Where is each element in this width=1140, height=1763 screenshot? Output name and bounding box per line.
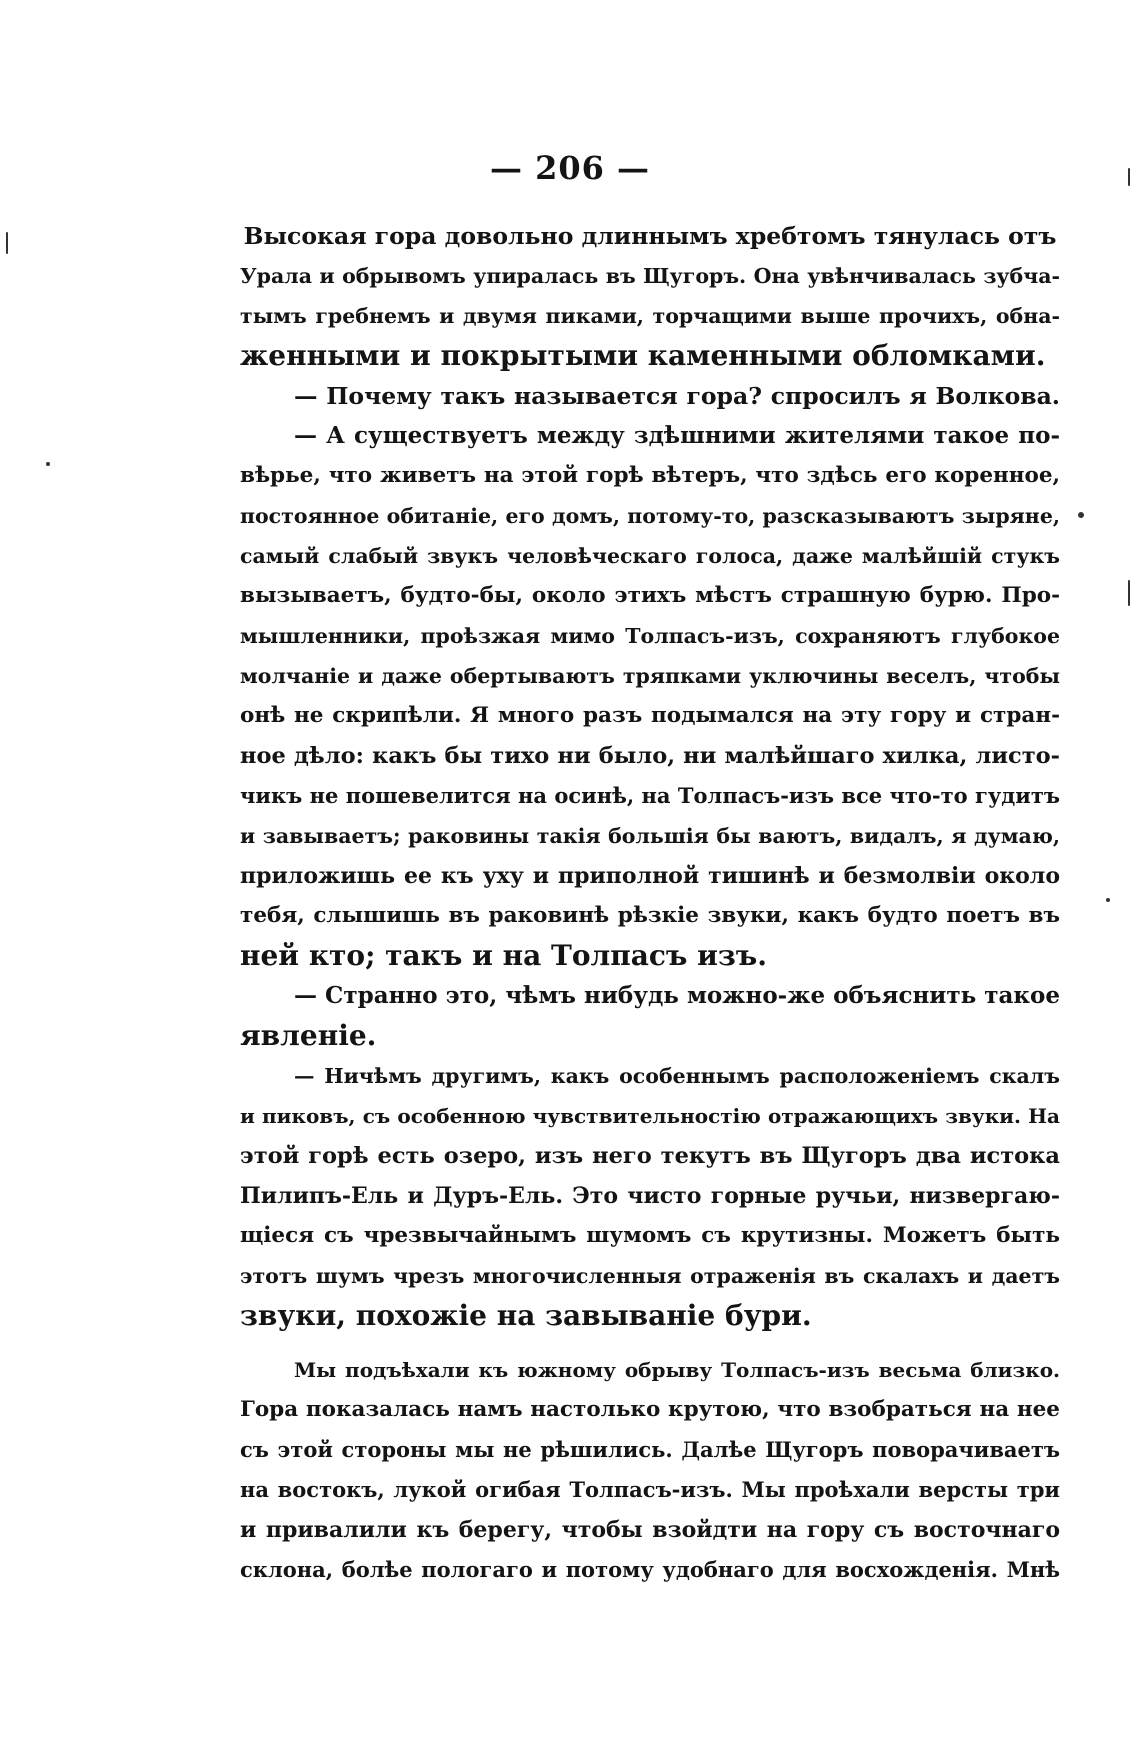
text-line: — Ничѣмъ другимъ, какъ особеннымъ расположеніемъ скалъ	[294, 1064, 1060, 1088]
text-line: этой горѣ есть озеро, изъ него текутъ въ Щугоръ два истока	[240, 1143, 1060, 1169]
text-line: и завываетъ; раковины такія большія бы ваютъ, видалъ, я думаю,	[240, 824, 1060, 848]
text-line: — Странно это, чѣмъ нибудь можно-же объяснить такое	[294, 982, 1060, 1009]
text-line: ное дѣло: какъ бы тихо ни было, ни малѣйшаго хилка, листо-	[240, 743, 1060, 769]
text-block-2	[240, 1350, 1060, 1590]
text-line: Урала и обрывомъ упиралась въ Щугоръ. Она увѣнчивалась зубча-	[240, 264, 1060, 288]
text-line: приложишь ее къ уху и приполной тишинѣ и безмолвіи около	[240, 863, 1060, 889]
text-line: на востокъ, лукой огибая Толпасъ-изъ. Мы проѣхали версты три	[240, 1477, 1060, 1502]
text-line: Мы подъѣхали къ южному обрыву Толпасъ-изъ весьма близко.	[294, 1358, 1060, 1382]
text-line: молчаніе и даже обертываютъ тряпками уключины веселъ, чтобы	[240, 664, 1060, 688]
page-number: — 206 —	[489, 149, 651, 187]
scan-speck	[1078, 512, 1084, 518]
text-line: съ этой стороны мы не рѣшились. Далѣе Щугоръ поворачиваетъ	[240, 1437, 1060, 1462]
text-line: этотъ шумъ чрезъ многочисленныя отраженія въ скалахъ и даетъ	[240, 1264, 1060, 1288]
text-line: Высокая гора довольно длиннымъ хребтомъ тянулась отъ	[243, 222, 1057, 250]
text-line: склона, болѣе пологаго и потому удобнаго для восхожденія. Мнѣ	[240, 1557, 1060, 1582]
text-line: вѣрье, что живетъ на этой горѣ вѣтеръ, что здѣсь его коренное,	[240, 463, 1060, 488]
scan-speck	[6, 232, 8, 254]
text-line: и пиковъ, съ особенною чувствительностію отражающихъ звуки. На	[240, 1104, 1060, 1128]
text-line: постоянное обитаніе, его домъ, потому-то, разсказываютъ зыряне,	[240, 504, 1060, 528]
text-line: — А существуетъ между здѣшними жителями такое по-	[294, 422, 1060, 449]
text-line: — Почему такъ называется гора? спросилъ я Волкова.	[294, 382, 1060, 410]
text-line: и привалили къ берегу, чтобы взойдти на гору съ восточнаго	[240, 1517, 1060, 1543]
text-block-1	[240, 216, 1060, 1336]
text-line: вызываетъ, будто-бы, около этихъ мѣстъ страшную бурю. Про-	[240, 583, 1060, 608]
text-line: самый слабый звукъ человѣческаго голоса, даже малѣйшій стукъ	[240, 544, 1060, 568]
text-line: онѣ не скрипѣли. Я много разъ подымался на эту гору и стран-	[240, 703, 1060, 728]
text-line: мышленники, проѣзжая мимо Толпасъ-изъ, сохраняютъ глубокое	[240, 624, 1060, 648]
text-line: женными и покрытыми каменными обломками.	[240, 339, 1046, 372]
text-line: Пилипъ-Ель и Дуръ-Ель. Это чисто горные ручьи, низвергаю-	[240, 1183, 1060, 1209]
scan-speck	[1128, 168, 1130, 186]
scan-speck	[1128, 580, 1130, 606]
scan-speck	[46, 462, 50, 466]
text-line: звуки, похожіе на завываніе бури.	[240, 1299, 812, 1332]
text-line: тымъ гребнемъ и двумя пиками, торчащими выше прочихъ, обна-	[240, 304, 1060, 328]
text-line: чикъ не пошевелится на осинѣ, на Толпасъ-изъ все что-то гудитъ	[240, 783, 1060, 808]
text-line: щіеся съ чрезвычайнымъ шумомъ съ крутизны. Можетъ быть	[240, 1223, 1060, 1248]
scan-speck	[1106, 898, 1110, 902]
text-line: Гора показалась намъ настолько крутою, что взобраться на нее	[240, 1397, 1060, 1422]
text-line: ней кто; такъ и на Толпасъ изъ.	[240, 939, 768, 972]
text-line: тебя, слышишь въ раковинѣ рѣзкіе звуки, какъ будто поетъ въ	[240, 903, 1060, 928]
text-line: явленіе.	[240, 1019, 377, 1052]
